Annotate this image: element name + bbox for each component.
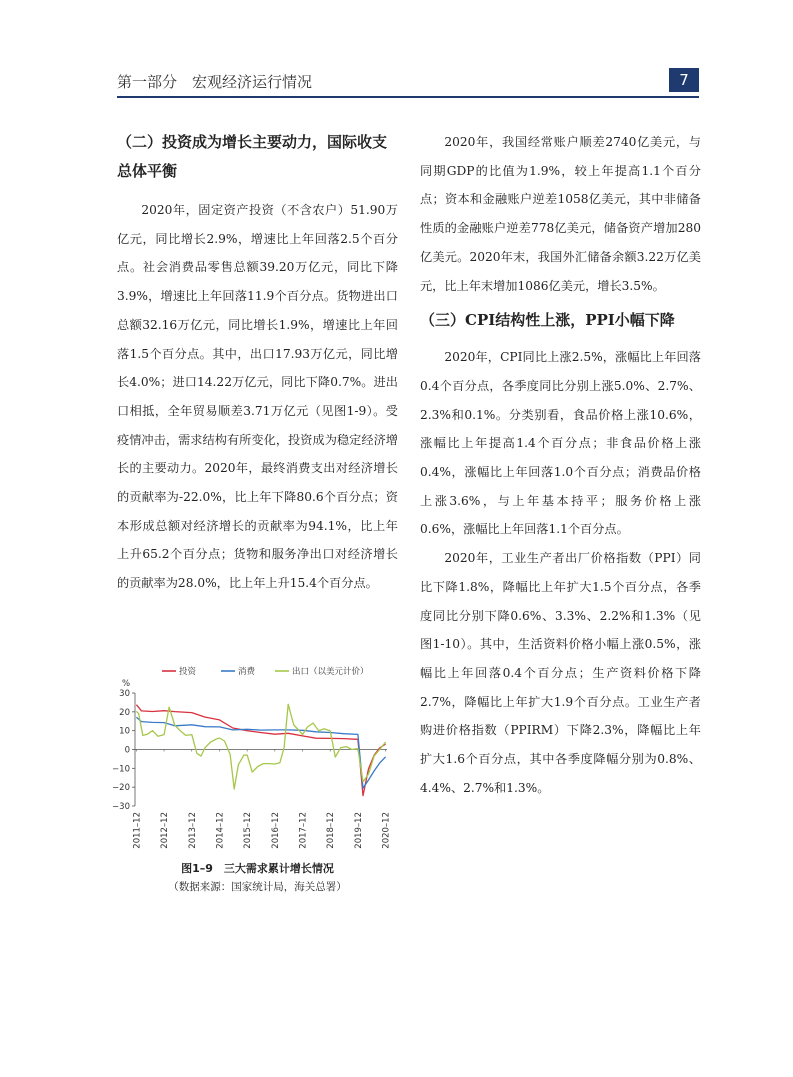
- y-tick-label: 30: [119, 689, 130, 699]
- y-axis-unit: %: [122, 679, 131, 689]
- x-tick-label: 2016–12: [270, 812, 281, 849]
- header-title: 第一部分 宏观经济运行情况: [117, 73, 313, 91]
- left-column: [117, 128, 398, 598]
- x-tick-label: 2019–12: [353, 812, 364, 849]
- x-tick-label: 2020–12: [381, 812, 392, 849]
- series-line-投资: [136, 705, 385, 796]
- y-tick-label: 0: [124, 745, 130, 756]
- x-tick-label: 2012–12: [160, 812, 171, 849]
- figure-1-9: [112, 662, 398, 902]
- right-paragraph-3: 2020年，工业生产者出厂价格指数（PPI）同比下降1.8%，降幅比上年扩大1.5个百分点，各季度同比分别下降0.6%、3.3%、2.2%和1.3%（见图1-10）。其中，生活资料价格小幅上涨0.5%，涨幅比上年回落0.4个百分点；生产资料价格下降2.7%，降幅比上年扩大1.9个百分点。工业生产者购进价格指数（PPIRM）下降2.3%，降幅比上年扩大1.6个百分点，其中各季度降幅分别为0.8%、4.4%、2.7%和1.3%。: [420, 551, 701, 795]
- x-tick-label: 2017–12: [298, 812, 309, 849]
- y-tick-label: −30: [112, 802, 130, 812]
- x-tick-label: 2018–12: [326, 812, 337, 849]
- y-tick-label: 20: [119, 707, 130, 718]
- figure-caption: 图1–9 三大需求累计增长情况: [181, 862, 334, 875]
- demand-growth-chart: [112, 662, 398, 858]
- section-heading-2: （二）投资成为增长主要动力，国际收支总体平衡: [117, 133, 388, 180]
- y-tick-label: −20: [112, 783, 130, 794]
- x-tick-label: 2011–12: [132, 812, 143, 849]
- y-tick-label: 10: [119, 726, 130, 737]
- right-paragraph-1: 2020年，我国经常账户顺差2740亿美元，与同期GDP的比值为1.9%，较上年提高1.1个百分点；资本和金融账户逆差1058亿美元，其中非储备性质的金融账户逆差778亿美元，储备资产增加280亿美元。2020年末，我国外汇储备余额3.22万亿美元，比上年末增加1086亿美元，增长3.5%。: [420, 135, 701, 293]
- right-paragraph-2: 2020年，CPI同比上涨2.5%，涨幅比上年回落0.4个百分点，各季度同比分别上涨5.0%、2.7%、2.3%和0.1%。分类别看，食品价格上涨10.6%，涨幅比上年提高1.4个百分点；非食品价格上涨0.4%，涨幅比上年回落1.0个百分点；消费品价格上涨3.6%，与上年基本持平；服务价格上涨0.6%，涨幅比上年回落1.1个百分点。: [420, 350, 701, 537]
- series-line-消费: [136, 717, 385, 788]
- legend-label: 消费: [238, 667, 256, 677]
- left-paragraph: 2020年，固定资产投资（不含农户）51.90万亿元，同比增长2.9%，增速比上年回落2.5个百分点。社会消费品零售总额39.20万亿元，同比下降3.9%，增速比上年回落11.9个百分点。货物进出口总额32.16万亿元，同比增长1.9%，增速比上年回落1.5个百分点。其中，出口17.93万亿元，同比增长4.0%；进口14.22万亿元，同比下降0.7%。进出口相抵，全年贸易顺差3.71万亿元（见图1-9）。受疫情冲击，需求结构有所变化，投资成为稳定经济增长的主要动力。2020年，最终消费支出对经济增长的贡献率为-22.0%，比上年下降80.6个百分点；资本形成总额对经济增长的贡献率为94.1%，比上年上升65.2个百分点；货物和服务净出口对经济增长的贡献率为28.0%，比上年上升15.4个百分点。: [117, 203, 398, 591]
- x-tick-label: 2015–12: [243, 812, 254, 849]
- legend-label: 投资: [179, 667, 197, 677]
- section-heading-3: （三）CPI结构性上涨，PPI小幅下降: [420, 311, 675, 330]
- y-tick-label: −10: [112, 764, 130, 775]
- series-line-出口（以美元计价）: [136, 704, 385, 789]
- header-rule: [117, 96, 699, 98]
- x-tick-label: 2013–12: [187, 812, 198, 849]
- right-column: [420, 128, 701, 802]
- figure-source: （数据来源：国家统计局，海关总署）: [168, 881, 347, 893]
- x-tick-label: 2014–12: [215, 812, 226, 849]
- page-number: 7: [669, 68, 699, 92]
- legend-label: 出口（以美元计价）: [292, 667, 369, 677]
